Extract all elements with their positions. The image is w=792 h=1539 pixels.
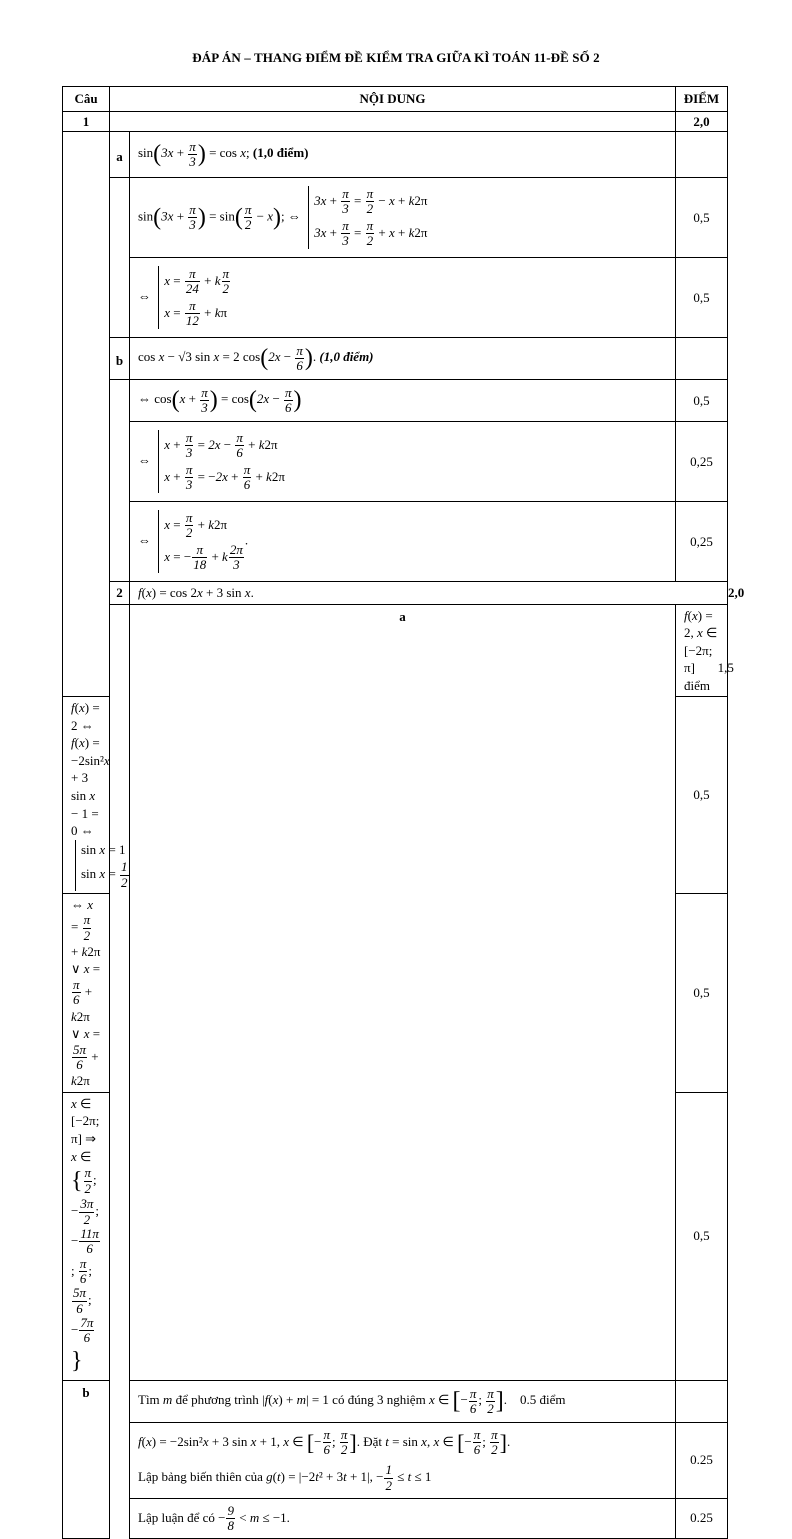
q2-function: f(x) = cos 2x + 3 sin x. xyxy=(130,582,728,605)
q2a-step2: ⇔ x = $\frac{\pi}{2}$ + k2π ∨ x = $\frac{\pi}{6}$ + k2π ∨ x = $\frac{5\pi}{6}$ + k2π 0,5 xyxy=(63,893,728,1092)
q2b-step1-points: 0.25 xyxy=(676,1422,728,1498)
q1b-label: b xyxy=(110,338,130,380)
q1b-row xyxy=(63,338,728,380)
q2-row: 2 f(x) = cos 2x + 3 sin x. 2,0 xyxy=(63,582,728,605)
q2a-step1: f(x) = 2 ⇔ f(x) = −2sin²x + 3 sin x − 1 = 0 ⇔ sin x = 1 sin x = $\frac{1}{2}$ 0,5 xyxy=(63,697,728,894)
q1b-step2-points: 0,25 xyxy=(676,422,728,502)
document-title: ĐÁP ÁN – THANG ĐIỂM ĐỀ KIỂM TRA GIỮA KÌ TOÁN 11-ĐỀ SỐ 2 xyxy=(192,50,600,65)
q1a-step1: sin(3x + $\frac{\pi}{3}$ ) = sin( $\frac{\pi}{2}$ − x); ⇔ 3x + $\frac{\pi}{3}$ = $\frac{\pi}{2}$ − x + k2π 3x + $\frac{\pi}{3}$ = $\frac{\pi}{2}$ + x + k2π 0,5 xyxy=(63,178,728,258)
q1b-step3-points: 0,25 xyxy=(676,502,728,582)
q2a-row xyxy=(63,604,728,697)
q1a-step2-points: 0,5 xyxy=(676,258,728,338)
header-diem: ĐIỂM xyxy=(676,87,728,112)
q2b-step2: Lập luận để có − $\frac{9}{8}$ < m ≤ −1. 0.25 xyxy=(63,1498,728,1538)
q2a-statement: f(x) = 2, x ∈ [−2π; π] 1,5 điểm xyxy=(676,604,728,697)
header-cau: Câu xyxy=(63,87,110,112)
header-noi-dung: NỘI DUNG xyxy=(110,87,676,112)
q2b-statement: Tìm m để phương trình |f(x) + m| = 1 có đúng 3 nghiệm x ∈ [− $\frac{\pi}{6}$ ; $\frac{\pi}{2}$ ]. 0.5 điểm xyxy=(130,1380,676,1422)
q1-number: 1 xyxy=(63,112,110,132)
q2b-label: b xyxy=(63,1380,110,1538)
q1b-note: (1,0 điểm) xyxy=(319,349,374,365)
q1a-step2: ⇔ x = $\frac{\pi}{24}$ + k $\frac{\pi}{2}$ x = $\frac{\pi}{12}$ + kπ 0,5 xyxy=(63,258,728,338)
q2a-step1-points: 0,5 xyxy=(676,697,728,894)
q1a-label: a xyxy=(110,132,130,178)
q1b-step1-points: 0,5 xyxy=(676,380,728,422)
q2b-step2-points: 0.25 xyxy=(676,1498,728,1538)
q2-number: 2 xyxy=(110,582,130,605)
q2a-note: 1,5 điểm xyxy=(684,660,734,693)
q1-row xyxy=(63,112,728,132)
q1a-step1-points: 0,5 xyxy=(676,178,728,258)
q2b-row xyxy=(63,1380,728,1422)
header-row xyxy=(63,87,728,112)
q1b-step3: ⇔ x = $\frac{\pi}{2}$ + k2π x = − $\frac{\pi}{18}$ + k $\frac{2\pi}{3}$ . 0,25 xyxy=(63,502,728,582)
q2a-label: a xyxy=(130,604,676,1380)
q2b-note: 0.5 điểm xyxy=(520,1392,566,1408)
q2a-step2-points: 0,5 xyxy=(676,893,728,1092)
q1b-step2: ⇔ x + $\frac{\pi}{3}$ = 2x − $\frac{\pi}{6}$ + k2π x + $\frac{\pi}{3}$ = −2x + $\frac{\pi}{6}$ + k2π 0,25 xyxy=(63,422,728,502)
q2a-step3: x ∈ [−2π; π] ⇒ x ∈ { $\frac{\pi}{2}$ ; − $\frac{3\pi}{2}$ ; − $\frac{11\pi}{6}$ ; $\frac{\pi}{6}$ ; $\frac{5\pi}{6}$ ; − $\frac{7\pi}{6}$ } 0,5 xyxy=(63,1092,728,1380)
q1a-row xyxy=(63,132,728,178)
q1-total: 2,0 xyxy=(676,112,728,132)
q1b-statement: cos x − √3 sin x = 2 cos(2x − $\frac{\pi}{6}$ ). (1,0 điểm) xyxy=(130,338,676,380)
q1a-statement: sin(3x + $\frac{\pi}{3}$ ) = cos x; (1,0 điểm) xyxy=(130,132,676,178)
q1b-step1: ⇔ cos(x + $\frac{\pi}{3}$ ) = cos(2x − $\frac{\pi}{6}$ ) 0,5 xyxy=(63,380,728,422)
q1a-note: (1,0 điểm) xyxy=(252,145,309,161)
q2a-step3-points: 0,5 xyxy=(676,1092,728,1380)
answer-table xyxy=(62,86,745,1539)
q2b-step1: f(x) = −2sin²x + 3 sin x + 1, x ∈ [− $\frac{\pi}{6}$ ; $\frac{\pi}{2}$ ]. Đặt t = sin x, x ∈ [− $\frac{\pi}{6}$ ; $\frac{\pi}{2}$ ]. Lập bảng biến thiên của g(t) = |−2t² + 3t + 1|, − $\frac{1}{2}$ ≤ t ≤ 1 0.25 xyxy=(63,1422,728,1498)
